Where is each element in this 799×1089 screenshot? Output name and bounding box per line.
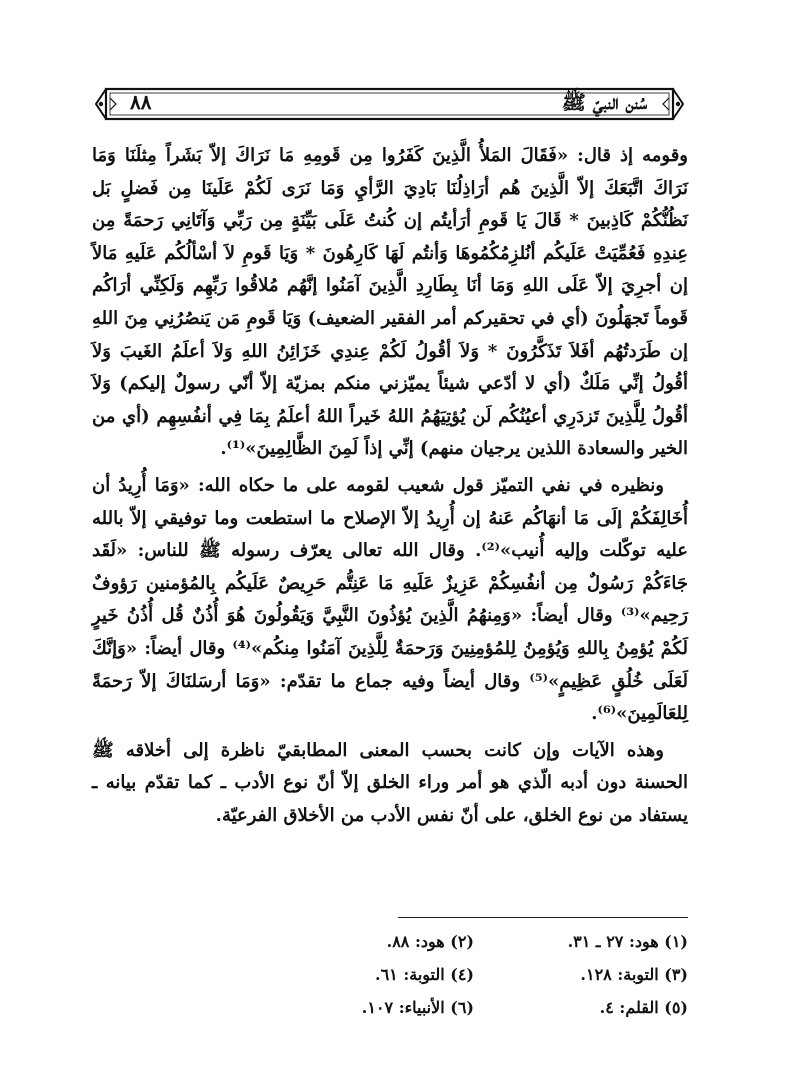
paragraph-3: وهذه الآيات وإن كانت بحسب المعنى المطابقيّ ناظرة إلى أخلاقه ﷺ الحسنة دون أدبه الّذي هو أمر وراء الخلق إلاّ أنّ نوع الأدب ـ كما تقدّم بيانه ـ يستفاد من نوع الخلق، على أنّ نفس الأدب من الأخلاق الفرعيّة. <box>92 739 688 826</box>
footnotes <box>260 925 688 1024</box>
footnote-separator <box>398 917 688 918</box>
footnote-5: (٥) القلم: ٤. <box>599 998 688 1017</box>
paragraph-1: وقومه إذ قال: «فَقَالَ المَلأُ الَّذِينَ كَفَرُوا مِن قَومِهِ مَا نَرَاكَ إلاّ بَشَراً مِثلَنَا وَمَا نَرَاكَ اتَّبَعَكَ إلاّ الَّذِينَ هُم أرَاذِلُنَا بَادِيَ الرَّأيِ وَمَا نَرَى لَكُمْ عَلَينَا مِن فَضلٍ بَل نَظُنُّكُمْ كَاذِبينَ * قَالَ يَا قَومِ أرَأيتُم إن كُنتُ عَلَى بَيِّنَةٍ مِن رَبِّي وَآتَانِي رَحمَةً مِن عِندِهِ فَعُمِّيَتْ عَلَيكُم أنُلزِمُكُمُوهَا وَأنتُم لَهَا كَارِهُونَ * وَيَا قَومِ لاَ أسْألُكُم عَلَيهِ مَالاً إن أجرِيَ إلاّ عَلَى اللهِ وَمَا أنَا بِطَارِدِ الَّذِينَ آمَنُوا إنَّهُم مُلاقُوا رَبِّهِم وَلَكِنِّي أرَاكُم قَوماً تَجهَلُونَ (أي في تحقيركم أمر الفقير الضعيف) وَيَا قَومِ مَن يَنصُرُنِي مِنَ اللهِ إن طَرَدتُهُم أفَلاَ تَذَكَّرُونَ * وَلاَ أقُولُ لَكُمْ عِندِي خَزَائِنُ اللهِ وَلاَ أعلَمُ الغَيبَ وَلاَ أقُولُ إنِّي مَلَكٌ (أي لا أدّعي شيئاً يميّزني منكم بمزيّة إلاّ أنّي رسولٌ إليكم) وَلاَ أقُولُ لِلَّذِينَ تَزدَرِي أعيُنُكُم لَن يُؤتِيَهُمُ اللهُ خَيراً اللهُ أعلَمُ بِمَا فِي أنفُسِهِم (أي من الخير والسعادة اللذين يرجيان منهم) إنِّي إذاً لَمِنَ الظَّالِمِينَ»⁽¹⁾. <box>92 145 688 460</box>
main-text <box>92 140 688 832</box>
footnote-3: (٣) التوبة: ١٢٨. <box>580 965 688 984</box>
paragraph-2: ونظيره في نفي التميّز قول شعيب لقومه على ما حكاه الله: «وَمَا أُرِيدُ أن أُخَالِفَكُمْ إلَى مَا أنهَاكُم عَنهُ إن أُرِيدُ إلاّ الإصلاح ما استطعت وما توفيقي إلاّ بالله عليه توكّلت وإليه أُنيب»⁽²⁾. وقال الله تعالى يعرّف رسوله ﷺ للناس: «لَقَد جَاءَكُمْ رَسُولٌ مِن أنفُسِكُمْ عَزِيزٌ عَلَيهِ مَا عَنِتُّم حَرِيصٌ عَلَيكُم بِالمُؤمنين رَؤوفٌ رَحِيم»⁽³⁾ وقال أيضاً: «وَمِنهُمُ الَّذِينَ يُؤذُونَ النَّبِيَّ وَيَقُولُونَ هُوَ أُذُنٌ قُل أُذُنُ خَيرٍ لَكُمْ يُؤمِنُ بِاللهِ وَيُؤمِنُ لِلمُؤمِنِينَ وَرَحمَةٌ لِلَّذِينَ آمَنُوا مِنكُم»⁽⁴⁾ وقال أيضاً: «وَإنَّكَ لَعَلَى خُلُقٍ عَظِيمٍ»⁽⁵⁾ وقال أيضاً وفيه جماع ما تقدّم: «وَمَا أرسَلنَاكَ إلاّ رَحمَةً لِلعَالَمِينَ»⁽⁶⁾. <box>92 474 688 725</box>
footnote-row <box>260 925 688 958</box>
page-number: ٨٨ <box>130 90 152 114</box>
footnote-6: (٦) الأنبياء: ١٠٧. <box>361 998 474 1017</box>
footnote-row <box>260 958 688 991</box>
running-head-title: سُنن النبيّ ﷺ <box>561 90 647 114</box>
footnote-row <box>260 991 688 1024</box>
footnote-1: (١) هود: ٢٧ ـ ٣١. <box>567 932 688 951</box>
footnote-4: (٤) التوبة: ٦١. <box>375 965 474 984</box>
page-header <box>92 86 687 122</box>
footnote-2: (٢) هود: ٨٨. <box>386 932 474 951</box>
